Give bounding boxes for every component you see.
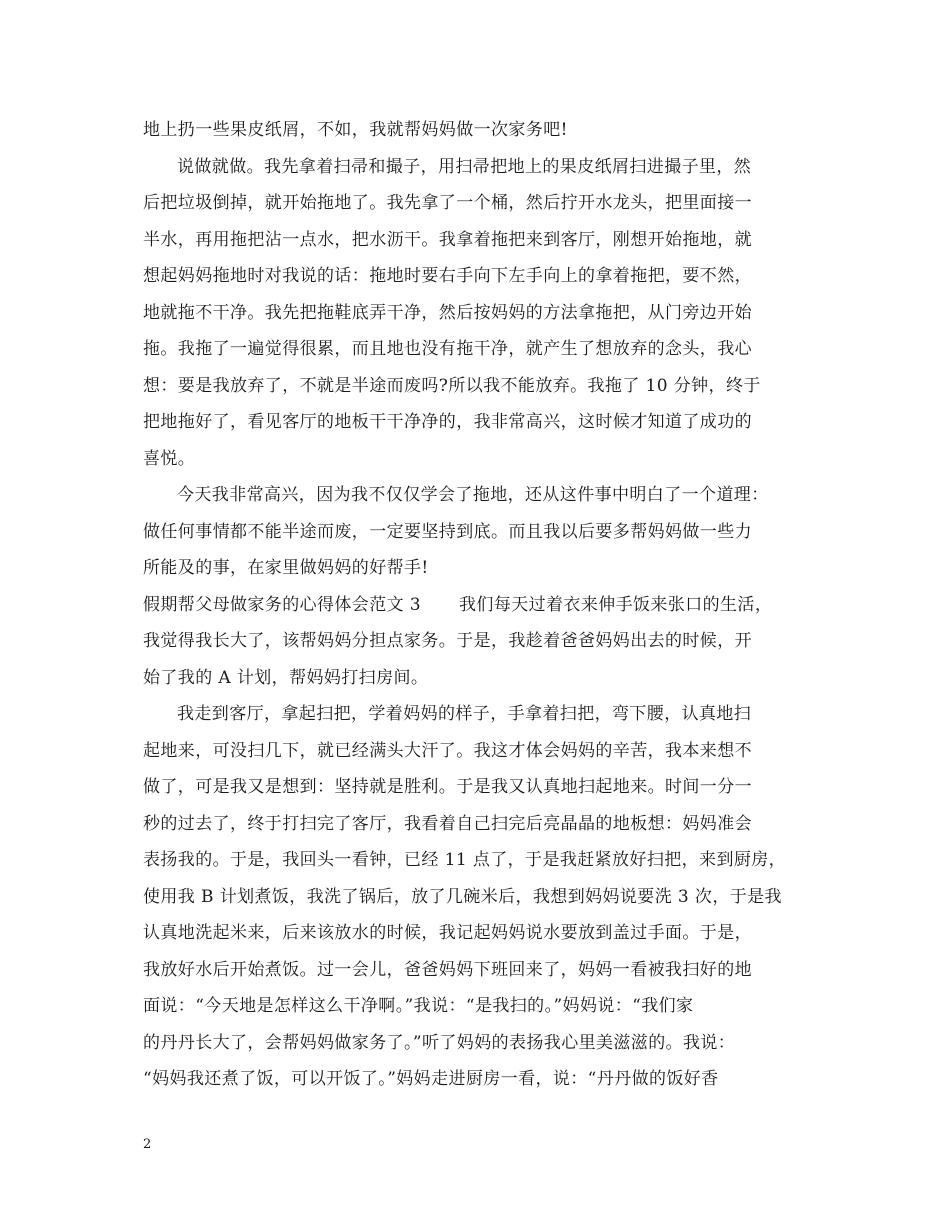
text-line: 我放好水后开始煮饭。过一会儿，爸爸妈妈下班回来了，妈妈一看被我扫好的地 <box>143 959 752 980</box>
text-line: 拖。我拖了一遍觉得很累，而且地也没有拖干净，就产生了想放弃的念头，我心 <box>143 339 752 359</box>
section-title: 假期帮父母做家务的心得体会范文 3 <box>143 594 422 615</box>
text-line: 认真地洗起米来，后来该放水的时候，我记起妈妈说水要放到盖过手面。于是， <box>143 923 752 943</box>
text-line: 起地来，可没扫几下，就已经满头大汗了。我这才体会妈妈的辛苦，我本来想不 <box>143 740 752 761</box>
text-line: 我们每天过着衣来伸手饭来张口的生活， <box>459 594 773 615</box>
text-line: 所能及的事，在家里做妈妈的好帮手! <box>143 558 429 578</box>
text-line: “妈妈我还煮了饭，可以开饭了。”妈妈走进厨房一看，说：“丹丹做的饭好香 <box>143 1069 719 1089</box>
heading-line <box>143 587 823 624</box>
text-line: 半水，再用拖把沾一点水，把水沥干。我拿着拖把来到客厅，刚想开始拖地，就 <box>143 229 752 250</box>
text-line: 始了我的 A 计划，帮妈妈打扫房间。 <box>143 667 429 688</box>
text-line: 后把垃圾倒掉，就开始拖地了。我先拿了一个桶，然后拧开水龙头，把里面接一 <box>143 193 752 213</box>
text-line: 做了，可是我又是想到：坚持就是胜利。于是我又认真地扫起地来。时间一分一 <box>143 777 752 797</box>
text-line: 喜悦。 <box>143 448 196 469</box>
text-line: 我觉得我长大了，该帮妈妈分担点家务。于是，我趁着爸爸妈妈出去的时候，开 <box>143 631 752 651</box>
paragraph-first-line: 我走到客厅，拿起扫把，学着妈妈的样子，手拿着扫把，弯下腰，认真地扫 <box>177 704 752 724</box>
document-body <box>143 112 823 1098</box>
text-line: 做任何事情都不能半途而废，一定要坚持到底。而且我以后要多帮妈妈做一些力 <box>143 521 752 542</box>
text-line: 的丹丹长大了，会帮妈妈做家务了。”听了妈妈的表扬我心里美滋滋的。我说： <box>143 1032 736 1053</box>
text-line: 表扬我的。于是，我回头一看钟，已经 11 点了，于是我赶紧放好扫把，来到厨房， <box>143 850 787 870</box>
text-line: 面说：“今天地是怎样这么干净啊。”我说：“是我扫的。”妈妈说：“我们家 <box>143 996 694 1016</box>
text-line: 把地拖好了，看见客厅的地板干干净净的，我非常高兴，这时候才知道了成功的 <box>143 412 752 432</box>
paragraph-first-line: 今天我非常高兴，因为我不仅仅学会了拖地，还从这件事中明白了一个道理： <box>177 485 769 505</box>
text-line: 想：要是我放弃了，不就是半途而废吗?所以我不能放弃。我拖了 10 分钟，终于 <box>143 375 761 396</box>
paragraph-first-line: 说做就做。我先拿着扫帚和撮子，用扫帚把地上的果皮纸屑扫进撮子里，然 <box>177 156 752 177</box>
text-line: 地就拖不干净。我先把拖鞋底弄干净，然后按妈妈的方法拿拖把，从门旁边开始 <box>143 302 752 323</box>
text-line: 地上扔一些果皮纸屑，不如，我就帮妈妈做一次家务吧! <box>143 120 568 140</box>
text-line: 使用我 B 计划煮饭，我洗了锅后，放了几碗米后，我想到妈妈说要洗 3 次，于是我 <box>143 886 782 907</box>
text-line: 想起妈妈拖地时对我说的话：拖地时要右手向下左手向上的拿着拖把，要不然， <box>143 266 752 286</box>
page-number: 2 <box>143 1137 152 1152</box>
text-line: 秒的过去了，终于打扫完了客厅，我看着自己扫完后亮晶晶的地板想：妈妈准会 <box>143 813 752 834</box>
